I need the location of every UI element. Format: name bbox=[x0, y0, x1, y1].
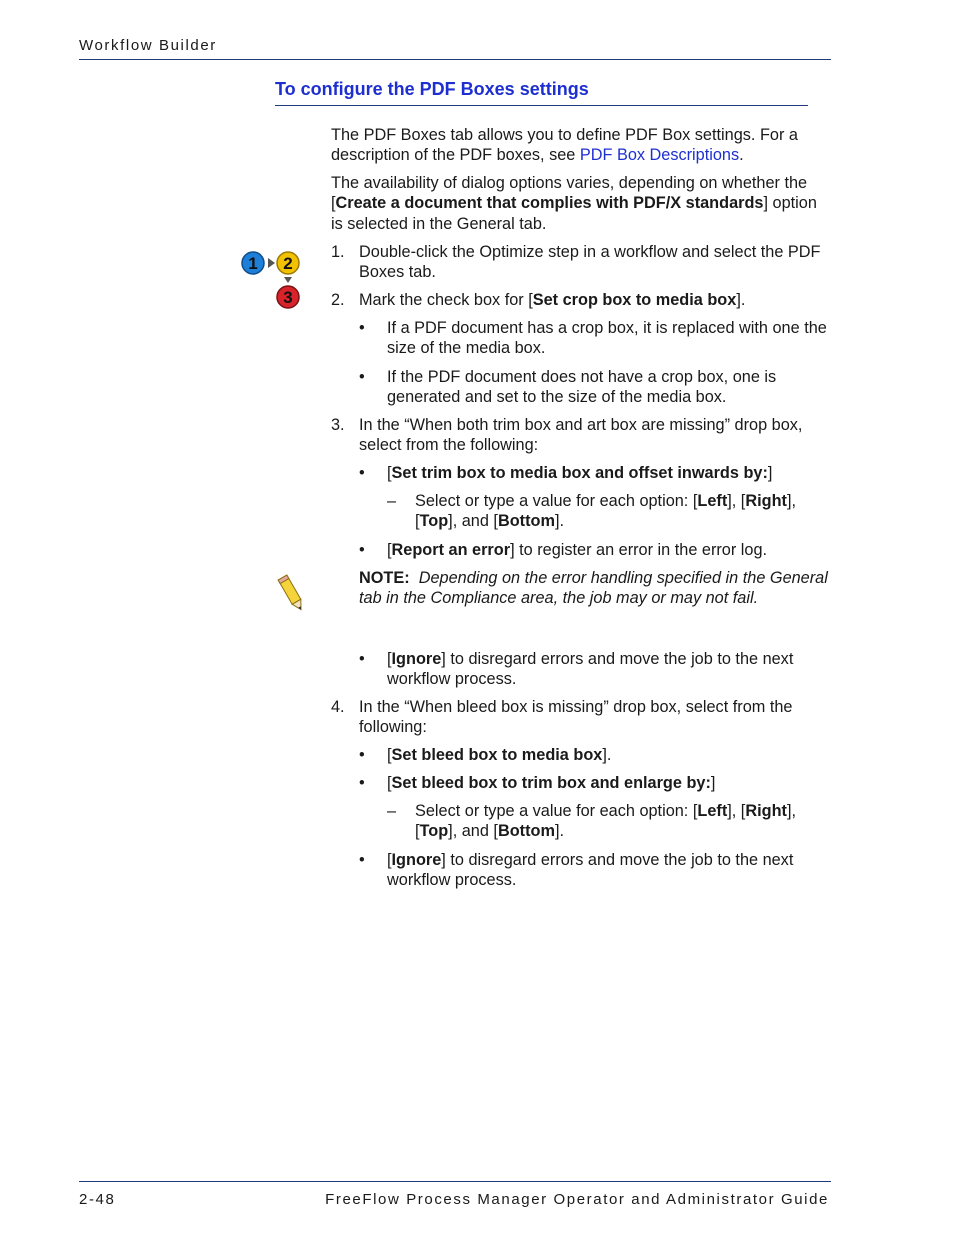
page-number: 2-48 bbox=[79, 1191, 116, 1208]
step-one-label: 1 bbox=[248, 254, 258, 273]
numbered-steps-icon bbox=[240, 250, 304, 312]
step-number: 2. bbox=[331, 291, 345, 309]
note-block bbox=[359, 568, 831, 609]
arrow-right-icon bbox=[268, 258, 275, 268]
guide-title: FreeFlow Process Manager Operator and Administrator Guide bbox=[325, 1191, 829, 1208]
title-rule bbox=[275, 105, 808, 106]
intro-paragraph: The PDF Boxes tab allows you to define PDF Box settings. For a description of the PDF boxes, see PDF Box Descriptions. bbox=[331, 126, 798, 165]
pdf-box-descriptions-link[interactable]: PDF Box Descriptions bbox=[579, 146, 740, 165]
step-text: In the “When both trim box and art box are missing” drop box, select from the following: bbox=[359, 416, 803, 455]
note-text: Depending on the error handling specified in the General tab in the Compliance area, the job may or may not fail. bbox=[359, 569, 828, 608]
step-number: 3. bbox=[331, 416, 345, 434]
footer-rule bbox=[79, 1181, 831, 1182]
step-text: Mark the check box for [Set crop box to media box]. bbox=[359, 291, 746, 309]
arrow-down-icon bbox=[284, 277, 292, 283]
pencil-note-icon bbox=[276, 573, 308, 615]
header-rule bbox=[79, 59, 831, 60]
section-title: To configure the PDF Boxes settings bbox=[275, 79, 589, 99]
step-number: 4. bbox=[331, 698, 345, 716]
note-label: NOTE: bbox=[359, 569, 410, 587]
step-text: Double-click the Optimize step in a workflow and select the PDF Boxes tab. bbox=[359, 243, 821, 282]
step-text: In the “When bleed box is missing” drop box, select from the following: bbox=[359, 698, 793, 737]
running-header: Workflow Builder bbox=[79, 37, 217, 54]
step-two-label: 2 bbox=[283, 254, 293, 273]
step-number: 1. bbox=[331, 243, 345, 261]
step-three-label: 3 bbox=[283, 288, 293, 307]
availability-paragraph: The availability of dialog options varies, depending on whether the [Create a document that complies with PDF/X standards] option is selected in the General tab. bbox=[331, 174, 817, 233]
